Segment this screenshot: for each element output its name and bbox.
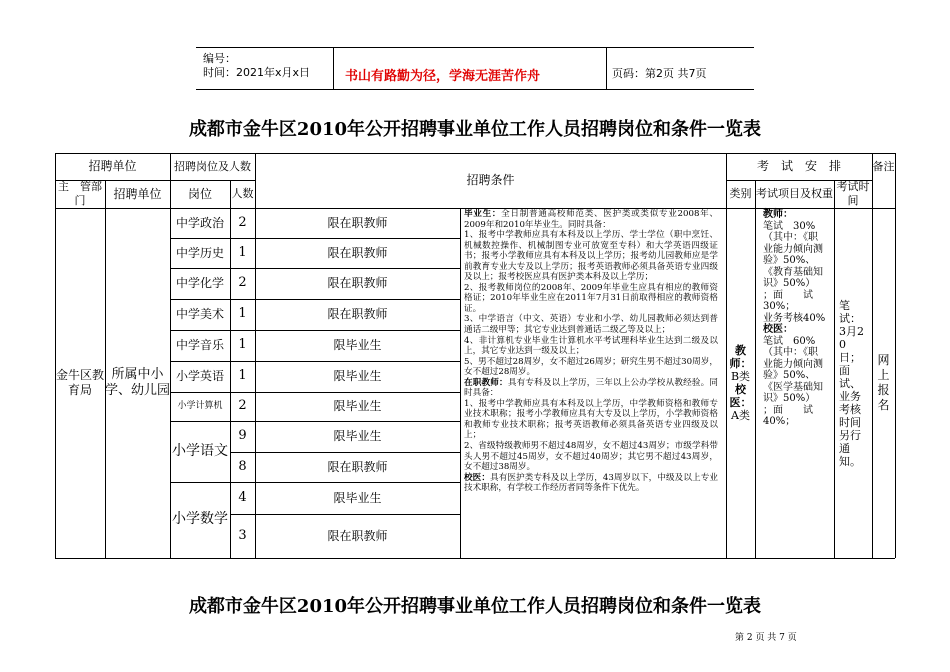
number-label: 编号： (203, 52, 236, 65)
condition-lead: 在职教师： (464, 377, 508, 388)
position-cell: 小学英语 (175, 369, 224, 383)
page-title: 成都市金牛区2010年公开招聘事业单位工作人员招聘岗位和条件一览表 (188, 119, 762, 140)
category-part: A类 (731, 409, 750, 422)
time-label: 时间：2021年x月x日 (203, 66, 311, 79)
exam-items-text (763, 209, 827, 428)
count-cell: 3 (238, 527, 247, 543)
count-cell: 1 (238, 337, 247, 353)
count-cell: 4 (238, 489, 247, 505)
count-cell: 8 (238, 458, 247, 474)
position-cell: 中学政治 (175, 215, 224, 230)
exam-item-line: ；面 试40%； (763, 404, 813, 427)
requirement-cell: 限毕业生 (333, 369, 382, 383)
requirement-cell: 限在职教师 (327, 245, 388, 260)
condition-paragraph (464, 378, 718, 399)
category-part: B类 (730, 370, 751, 383)
requirement-cell: 限毕业生 (333, 338, 382, 352)
exam-item-line: 校医： (763, 324, 793, 335)
page-title-repeat: 成都市金牛区2010年公开招聘事业单位工作人员招聘岗位和条件一览表 (188, 596, 762, 617)
condition-paragraph (464, 399, 718, 441)
count-cell: 2 (238, 214, 247, 230)
condition-text: 具有专科及以上学历，三年以上公办学校从教经验。同时具备： (464, 377, 718, 399)
requirement-cell: 限在职教师 (327, 307, 388, 321)
position-cell: 中学化学 (175, 276, 224, 290)
header-divider (333, 47, 334, 89)
exam-item-line: 笔试 60% (763, 335, 816, 347)
requirement-cell: 限在职教师 (327, 528, 388, 543)
count-cell: 2 (238, 275, 247, 291)
condition-lead: 毕业生： (464, 209, 502, 219)
header-exam-time: 考试时间 (836, 180, 870, 207)
exam-time-cell (836, 208, 870, 558)
requirement-cell: 限毕业生 (333, 429, 382, 443)
exam-item-line: （其中：《职业能力倾向测验》50%、《医学基础知识》50%） (763, 347, 823, 404)
requirement-cell: 限毕业生 (333, 399, 382, 413)
page-footer: 第 2 页 共 7 页 (735, 633, 797, 643)
header-positions-count: 招聘岗位及人数 (174, 159, 251, 173)
header-position: 岗位 (187, 186, 212, 201)
position-cell: 中学历史 (175, 245, 224, 260)
condition-paragraph (464, 441, 718, 473)
position-cell: 小学计算机 (177, 400, 223, 411)
header-exam-arrangement: 考 试 安 排 (756, 159, 841, 173)
count-cell: 9 (238, 428, 247, 444)
condition-text: 2、省级特级教师男不超过48周岁，女不超过43周岁；市级学科带头人男不超过45周岁，女不超过40周岁；其它男不超过43周岁，女不超过38周岁。 (464, 441, 718, 473)
header-divider (606, 47, 607, 89)
page-label: 页码：第2页 共7页 (612, 67, 707, 80)
conditions-text (464, 209, 718, 494)
header-supervisor: 主 管部 门 (58, 180, 113, 207)
condition-paragraph (464, 283, 718, 315)
condition-text: 具有医护类专科及以上学历，43周岁以下，中级及以上专业技术职称，有学校工作经历者同等条件下优先。 (464, 472, 718, 494)
category-part: 教 (735, 344, 746, 357)
position-cell: 中学音乐 (175, 338, 224, 352)
condition-paragraph (464, 230, 718, 283)
motto: 书山有路勤为径，学海无涯苦作舟 (345, 69, 541, 84)
exam-time-text: 笔试：3月20日；面试、业务考核时间另行通知。 (839, 298, 864, 468)
header-conditions: 招聘条件 (466, 173, 515, 187)
requirement-cell: 限在职教师 (327, 459, 388, 474)
table-rule (834, 180, 835, 558)
supervisor-cell: 金牛区教育局 (55, 368, 104, 397)
unit-cell: 所属中小学、幼儿园 (105, 366, 171, 398)
condition-paragraph (464, 314, 718, 335)
position-cell: 中学美术 (175, 307, 224, 321)
table-rule (755, 180, 756, 558)
condition-text: 5、男不超过28周岁，女不超过26周岁；研究生男不超过30周岁，女不超过28周岁。 (464, 356, 718, 378)
remarks-cell (872, 208, 895, 558)
condition-text: 2、报考教师岗位的2008年、2009年毕业生应具有相应的教师资格证；2010年毕业生应在2011年7月31日前取得相应的教师资格证。 (464, 282, 718, 314)
exam-item-line: 教师： (763, 209, 793, 220)
header-remarks: 备注 (872, 159, 895, 173)
category-cell (726, 208, 755, 558)
header-count: 人数 (231, 187, 254, 201)
position-cell: 小学数学 (172, 511, 228, 528)
condition-text: 3、中学语言（中文、英语）专业和小学、幼儿园教师必须达到普通话二级甲等；其它专业达到普通话二级乙等及以上； (464, 314, 718, 336)
header-top-rule (196, 47, 754, 48)
count-cell: 1 (238, 244, 247, 260)
exam-item-line: 业务考核40% (763, 312, 826, 324)
condition-lead: 校医： (464, 472, 491, 483)
table-rule (460, 208, 461, 558)
requirement-cell: 限在职教师 (327, 276, 388, 290)
header-exam-items: 考试项目及权重 (756, 187, 833, 201)
condition-paragraph (464, 473, 718, 494)
category-part: 师： (729, 357, 752, 370)
category-part: 医： (729, 396, 752, 409)
requirement-cell: 限在职教师 (327, 215, 388, 230)
condition-text: 1、报考中学教师应具有本科及以上学历、学士学位（职中烹饪、机械数控操作、机械制图专业可放宽至专科）和大学英语四级证书；报考小学教师应具有本科及以上学历；报考幼儿园教师应是学前教育专业大专及以上学历；报考英语教师必须具备英语专业四级及以上；报考校医应具有医护类本科及以上学历； (464, 230, 718, 283)
count-cell: 1 (238, 368, 247, 384)
remarks-text: 网上报名 (877, 353, 890, 412)
table-rule (895, 153, 896, 558)
condition-text: 1、报考中学教师应具有本科及以上学历，中学教师资格和教师专业技术职称；报考小学教师应具有大专及以上学历，小学教师资格和教师专业技术职称；报考英语教师必须具备英语专业四级及以上； (464, 398, 718, 441)
condition-paragraph (464, 336, 718, 357)
requirement-cell: 限毕业生 (333, 490, 382, 505)
header-unit: 招聘单位 (113, 186, 162, 201)
header-recruit-unit: 招聘单位 (88, 159, 137, 173)
count-cell: 2 (238, 398, 247, 414)
header-category: 类别 (729, 187, 752, 201)
condition-text: 4、非计算机专业毕业生计算机水平考试理科毕业生达到二级及以上，其它专业达到一级及以上； (464, 335, 718, 357)
condition-text: 全日制普通高校师范类、医护类或类似专业2008年、2009年和2010年毕业生。同时具备： (464, 209, 718, 230)
table-rule (55, 558, 895, 559)
category-part: 校 (735, 383, 746, 396)
condition-paragraph (464, 209, 718, 230)
exam-item-line: ；面 试30%； (763, 289, 813, 312)
header-bottom-rule (196, 89, 754, 90)
position-cell: 小学语文 (172, 442, 228, 459)
exam-item-line: （其中：《职业能力倾向测验》50%、《教育基础知识》50%） (763, 232, 823, 289)
exam-item-line: 笔试 30% (763, 220, 816, 232)
count-cell: 1 (238, 306, 247, 322)
table-rule (170, 153, 171, 558)
condition-paragraph (464, 357, 718, 378)
